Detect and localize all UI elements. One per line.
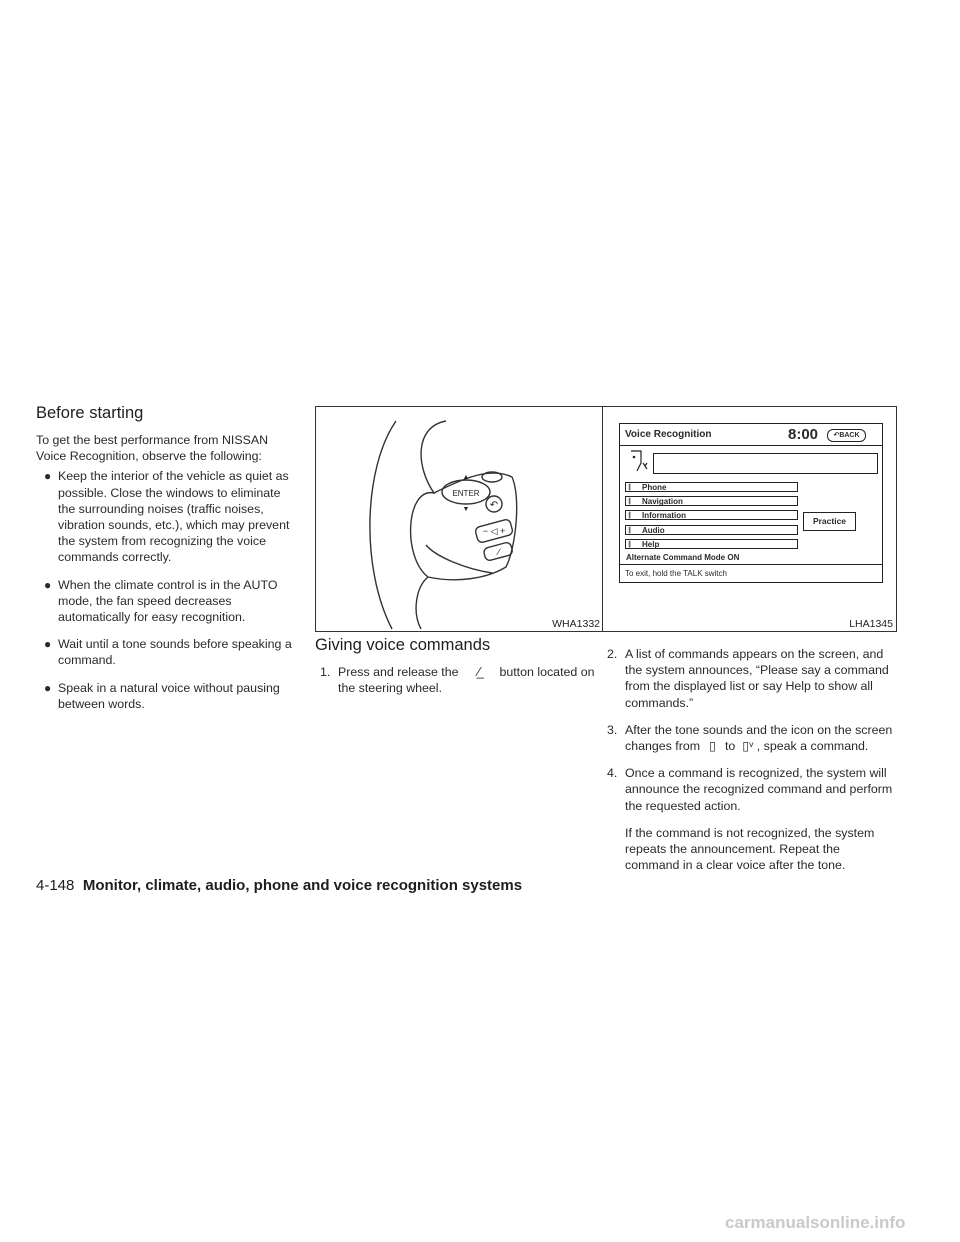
step-1: 1. Press and release the ⁄̲ button located on the steering wheel.: [320, 664, 595, 696]
back-icon: ↶: [833, 432, 840, 439]
steps-column: [602, 646, 896, 873]
bullet-icon: ●: [44, 469, 52, 484]
clock: 8:00: [788, 426, 819, 443]
volume-icon: − ◁ +: [482, 526, 506, 536]
page-footer: [36, 877, 522, 895]
screen-icon-listening: ▯ᵛ: [742, 739, 754, 754]
bullet-icon: ●: [44, 680, 52, 695]
talk-icon: ⁄: [498, 547, 500, 557]
command-help[interactable]: 𝄁 Help: [625, 539, 798, 549]
step-3: 3. After the tone sounds and the icon on the screen changes from ▯ to ▯ᵛ , speak a command.: [607, 722, 893, 754]
talking-head-icon: [628, 449, 650, 473]
command-phone[interactable]: 𝄁 Phone: [625, 482, 798, 492]
intro-paragraph: To get the best performance from NISSAN Voice Recognition, observe the following:: [36, 433, 269, 464]
back-arrow-icon: ↶: [489, 500, 499, 511]
screen-icon-idle: ▯: [709, 739, 716, 754]
recognition-display: [653, 453, 878, 474]
watermark: carmanualsonline.info: [725, 1213, 906, 1232]
chapter-title: Monitor, climate, audio, phone and voice recognition systems: [82, 877, 523, 894]
enter-button-label: ENTER: [452, 489, 480, 498]
divider: [620, 445, 882, 446]
voice-icon: 𝄁: [629, 497, 631, 506]
back-button[interactable]: ↶BACK: [827, 429, 866, 442]
exit-instruction: To exit, hold the TALK switch: [625, 569, 727, 578]
command-audio[interactable]: 𝄁 Audio: [625, 525, 798, 535]
step-4-note: If the command is not recognized, the system repeats the announcement. Repeat the command in a clear voice after the tone.: [625, 825, 875, 873]
before-starting-body: [36, 432, 300, 712]
figure-label: WHA1332: [552, 618, 600, 630]
talk-switch-icon: ⁄̲: [477, 664, 481, 679]
steering-wheel-illustration: [316, 407, 603, 631]
bullet-item: ● Keep the interior of the vehicle as quiet as possible. Close the windows to eliminate the surrounding noises (traffic noises, vibration sounds, etc.), which may prevent the system from recognizing the voice commands correctly.: [44, 469, 290, 565]
voice-icon: 𝄁: [629, 483, 631, 492]
bullet-item: ● Speak in a natural voice without pausing between words.: [44, 680, 280, 711]
step-4: 4. Once a command is recognized, the system will announce the recognized command and perform the requested action.: [607, 766, 893, 813]
practice-button[interactable]: Practice: [803, 512, 856, 531]
voice-recognition-figure: [602, 406, 897, 632]
page-number: 4-148: [36, 877, 75, 894]
alternate-mode-status: Alternate Command Mode ON: [626, 553, 740, 562]
section-heading-giving-voice-commands: Giving voice commands: [315, 636, 491, 654]
voice-icon: 𝄁: [629, 511, 631, 520]
section-heading-before-starting: Before starting: [36, 404, 144, 422]
bullet-item: ● When the climate control is in the AUTO mode, the fan speed decreases automatically for easy recognition.: [44, 577, 278, 625]
giving-voice-commands-body: [315, 664, 602, 696]
steering-wheel-figure: [315, 406, 604, 632]
figure-label: LHA1345: [849, 618, 893, 630]
svg-text:▼: ▼: [462, 506, 470, 513]
voice-icon: 𝄁: [629, 526, 631, 535]
command-information[interactable]: 𝄁 Information: [625, 510, 798, 520]
bullet-icon: ●: [44, 577, 52, 592]
divider: [620, 564, 882, 565]
bullet-icon: ●: [44, 637, 52, 652]
svg-text:▲: ▲: [462, 474, 470, 481]
voice-recognition-screen: [619, 423, 883, 583]
command-navigation[interactable]: 𝄁 Navigation: [625, 496, 798, 506]
voice-icon: 𝄁: [629, 540, 631, 549]
bullet-item: ● Wait until a tone sounds before speaking a command.: [44, 637, 292, 668]
step-2: 2. A list of commands appears on the screen, and the system announces, “Please say a command from the displayed list or say Help to show all commands.”: [607, 647, 889, 710]
screen-title: Voice Recognition: [625, 429, 712, 440]
